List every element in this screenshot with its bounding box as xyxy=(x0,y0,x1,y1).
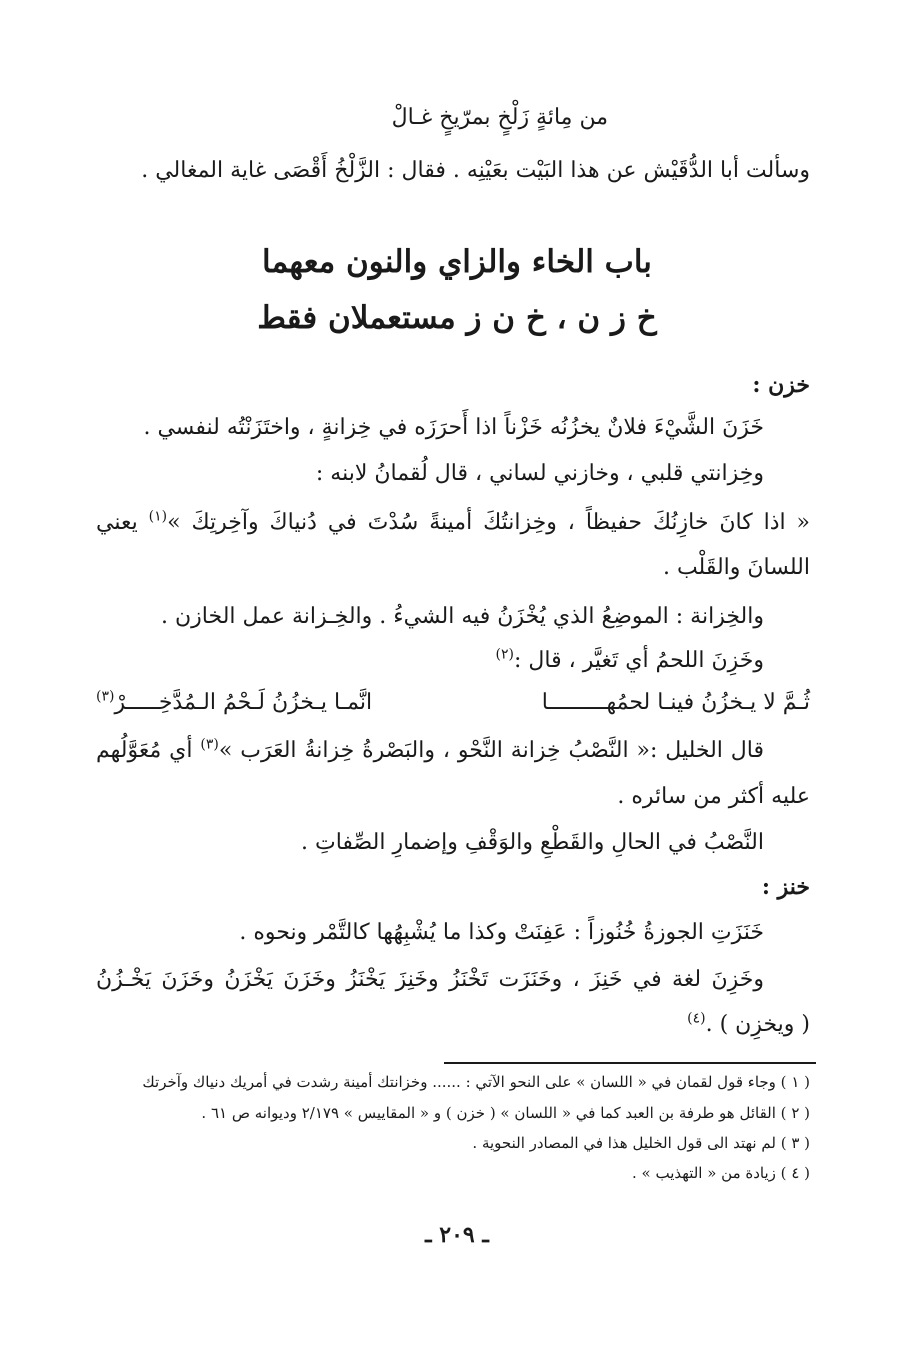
paragraph: وخِزانتي قلبي ، وخازني لساني ، قال لُقمانُ لابنه : xyxy=(315,461,764,486)
footnote-ref: (٢) xyxy=(495,646,515,663)
verse-fragment: من مِائةٍ زَلْخٍ بمرّيخٍ غـالْ xyxy=(391,105,608,130)
intro-line: وسألت أبا الدُّقَيْش عن هذا البَيْت بعَيْنِه . فقال : الزَّلْخُ أَقْصَى غاية المغالي . xyxy=(141,158,810,183)
page-number: ـ ٢٠٩ ـ xyxy=(425,1222,489,1248)
paragraph: والخِزانة : الموضِعُ الذي يُخْزَنُ فيه الشيءُ . والخِـزانة عمل الخازن . xyxy=(161,604,764,629)
footnote-ref: (٣) xyxy=(200,736,219,753)
footnote-4: ( ٤ ) زيادة من « التهذيب » . xyxy=(632,1164,810,1182)
paragraph xyxy=(96,736,764,766)
footnote-ref: (١) xyxy=(148,508,168,525)
paragraph-end: أي مُعَوَّلُهم xyxy=(96,738,193,763)
paragraph: وخَزِنَ لغة في خَنِزَ ، وخَنَزَت تَخْنَزُ وخَنِزَ يَخْنَزُ وخَزَنَ يَخْزَنُ وخَزَنَ يَخْـزُنُ xyxy=(96,967,764,992)
footnote-1: ( ١ ) وجاء قول لقمان في « اللسان » على النحو الآتي : ...... وخزانتك أمينة رشدت في أمريك دنياك وآخرتك xyxy=(142,1073,810,1091)
paragraph: عليه أكثر من سائره . xyxy=(617,784,810,809)
quote-text: « اذا كانَ خازِنُكَ حفيظاً ، وخِزانتُكَ أمينةً سُدْتَ في دُنياكَ وآخِرتِكَ » xyxy=(167,510,810,535)
footnote-ref: (٤) xyxy=(687,1010,706,1027)
footnote-3: ( ٣ ) لم نهتد الى قول الخليل هذا في المصادر النحوية . xyxy=(472,1134,810,1152)
paragraph-text: وخَزِنَ اللحمُ أي تَغيَّر ، قال : xyxy=(514,648,764,673)
entry-heading-khanz: خنز : xyxy=(761,874,810,900)
verse-hemistich-left xyxy=(96,688,372,718)
chapter-subtitle: خ ز ن ، خ ن ز مستعملان فقط xyxy=(257,300,657,336)
paragraph: اللسانَ والقَلْب . xyxy=(662,555,810,580)
footnote-divider xyxy=(444,1062,816,1064)
paragraph: النَّصْبُ في الحالِ والقَطْعِ والوَقْفِ وإضمارِ الصِّفاتِ . xyxy=(301,830,764,855)
footnote-ref: (٣) xyxy=(96,688,115,705)
verse-hemistich-right: ثُـمَّ لا يـخزُنُ فينـا لحمُهـــــــــا xyxy=(541,690,810,715)
paragraph-text: قال الخليل :« النَّصْبُ خِزانة النَّحْو ، والبَصْرةُ خِزانةُ العَرَب » xyxy=(218,738,765,763)
paragraph: خَنَزَتِ الجوزةُ خُنُوزاً : عَفِنَتْ وكذا ما يُشْبِهُها كالتَّمْر ونحوه . xyxy=(239,920,764,945)
entry-heading-khazn: خزن : xyxy=(752,372,810,398)
paragraph xyxy=(496,646,764,676)
paragraph-quote xyxy=(96,508,810,538)
quote-end: يعني xyxy=(96,510,138,535)
footnote-2: ( ٢ ) القائل هو طرفة بن العبد كما في « اللسان » ( خزن ) و « المقاييس » ٢/١٧٩ وديوانه ص ٦١ . xyxy=(201,1104,810,1122)
chapter-title: باب الخاء والزاي والنون معهما xyxy=(262,244,652,280)
paragraph xyxy=(687,1010,810,1040)
verse-text: انَّمـا يـخزُنُ لَـحْمُ الـمُدَّخِـــــرْ xyxy=(114,690,373,715)
paragraph-text: ( ويخزِن ) . xyxy=(705,1012,810,1037)
paragraph: خَزَنَ الشَّيْءَ فلانٌ يخزُنُه خَزْناً اذا أَحرَزَه في خِزانةٍ ، واختَزَنْتُه لنفسي . xyxy=(143,415,764,440)
